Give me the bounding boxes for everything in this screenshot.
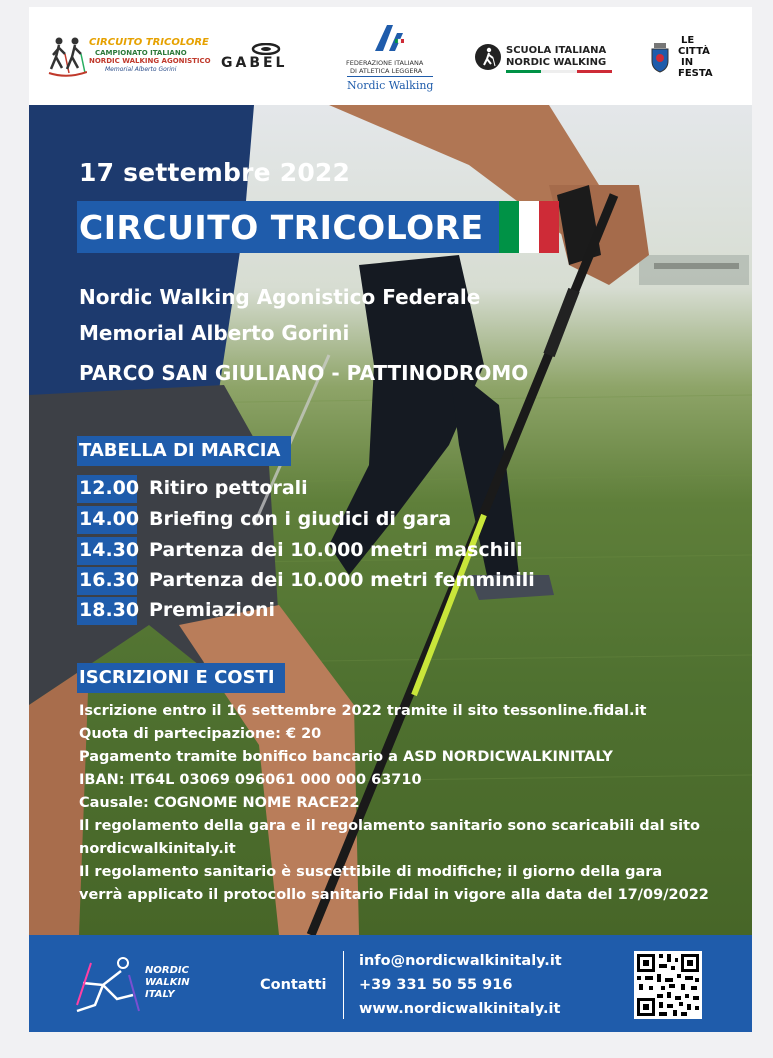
- registration-line: IBAN: IT64L 03069 096061 000 000 63710: [79, 772, 422, 788]
- scuola-line1: SCUOLA ITALIANA: [506, 45, 607, 56]
- schedule-time: 16.30: [79, 569, 140, 591]
- event-poster: [29, 7, 752, 1032]
- fidal-divider: [347, 76, 433, 77]
- footer-divider: [343, 951, 344, 1019]
- circuito-logo-line4: Memorial Alberto Gorini: [105, 66, 177, 73]
- schedule-time: 18.30: [79, 599, 140, 621]
- schedule-label: Briefing con i giudici di gara: [149, 508, 452, 530]
- walker-circle-icon: [474, 43, 502, 71]
- flag-white-stripe: [519, 201, 539, 253]
- circuito-logo-line3: NORDIC WALKING AGONISTICO: [89, 57, 211, 65]
- schedule-label: Partenza dei 10.000 metri maschili: [149, 539, 523, 561]
- fidal-line1: FEDERAZIONE ITALIANA: [346, 59, 424, 67]
- schedule-label: Partenza dei 10.000 metri femminili: [149, 569, 535, 591]
- walkers-icon: [47, 35, 87, 77]
- circuito-logo-line2: CAMPIONATO ITALIANO: [95, 49, 187, 57]
- registration-heading: ISCRIZIONI E COSTI: [79, 667, 275, 688]
- registration-line: verrà applicato il protocollo sanitario Fidal in vigore alla data del 17/09/2022: [79, 887, 709, 903]
- citta-line1: LE: [681, 35, 695, 46]
- registration-line: nordicwalkinitaly.it: [79, 841, 236, 857]
- schedule-heading-box: [77, 436, 291, 466]
- flag-green-stripe: [499, 201, 519, 253]
- event-date: 17 settembre 2022: [79, 158, 351, 187]
- schedule-heading: TABELLA DI MARCIA: [79, 440, 281, 461]
- fidal-logo: [343, 21, 438, 101]
- gabel-logo: [219, 43, 314, 73]
- fidal-line2: DI ATLETICA LEGGERA: [350, 67, 423, 75]
- contact-footer: [29, 935, 752, 1032]
- registration-line: Il regolamento della gara e il regolamento sanitario sono scaricabili dal sito: [79, 818, 701, 834]
- scuola-italiana-logo: [474, 43, 624, 75]
- hero-photo: [29, 105, 752, 935]
- qr-code-icon[interactable]: [634, 951, 702, 1019]
- sponsor-bar: [29, 7, 752, 105]
- schedule-time: 14.00: [79, 508, 140, 530]
- contacts-label: Contatti: [260, 977, 327, 993]
- gabel-mark-icon: [251, 43, 281, 55]
- event-title: CIRCUITO TRICOLORE: [79, 208, 484, 247]
- citta-line4: FESTA: [678, 68, 713, 79]
- schedule-time: 14.30: [79, 539, 140, 561]
- flag-red-stripe: [539, 201, 559, 253]
- registration-line: Causale: COGNOME NOME RACE22: [79, 795, 360, 811]
- schedule-label: Premiazioni: [149, 599, 275, 621]
- citta-line2: CITTÀ: [678, 46, 710, 57]
- circuito-tricolore-logo: [47, 33, 211, 81]
- circuito-logo-line1: CIRCUITO TRICOLORE: [89, 37, 209, 48]
- coat-of-arms-icon: [649, 41, 671, 73]
- italian-flag-icon: [499, 201, 559, 253]
- citta-in-festa-logo: [647, 35, 727, 83]
- registration-line: Quota di partecipazione: € 20: [79, 726, 322, 742]
- schedule-time: 12.00: [79, 477, 140, 499]
- fidal-mark-icon: [371, 23, 409, 53]
- footer-logo-line3: ITALY: [145, 989, 175, 1000]
- contact-email[interactable]: info@nordicwalkinitaly.it: [359, 953, 562, 969]
- registration-line: Pagamento tramite bonifico bancario a ASD NORDICWALKINITALY: [79, 749, 613, 765]
- runner-icon: [73, 955, 143, 1015]
- event-subtitle-2: Memorial Alberto Gorini: [79, 321, 350, 345]
- contact-phone[interactable]: +39 331 50 55 916: [359, 977, 513, 993]
- nordic-walkin-italy-logo: [73, 955, 203, 1017]
- gabel-wordmark: GABEL: [221, 55, 288, 71]
- registration-line: Il regolamento sanitario è suscettibile di modifiche; il giorno della gara: [79, 864, 663, 880]
- footer-logo-line1: NORDIC: [145, 965, 189, 976]
- footer-logo-line2: WALKIN: [145, 977, 190, 988]
- event-location: PARCO SAN GIULIANO - PATTINODROMO: [79, 361, 529, 385]
- event-subtitle-1: Nordic Walking Agonistico Federale: [79, 285, 481, 309]
- scuola-line2: NORDIC WALKING: [506, 57, 607, 68]
- fidal-line3: Nordic Walking: [347, 79, 434, 92]
- registration-heading-box: [77, 663, 285, 693]
- schedule-label: Ritiro pettorali: [149, 477, 308, 499]
- scuola-underline: [506, 70, 612, 73]
- citta-line3: IN: [681, 57, 694, 68]
- contact-website[interactable]: www.nordicwalkinitaly.it: [359, 1001, 561, 1017]
- registration-line: Iscrizione entro il 16 settembre 2022 tramite il sito tessonline.fidal.it: [79, 703, 647, 719]
